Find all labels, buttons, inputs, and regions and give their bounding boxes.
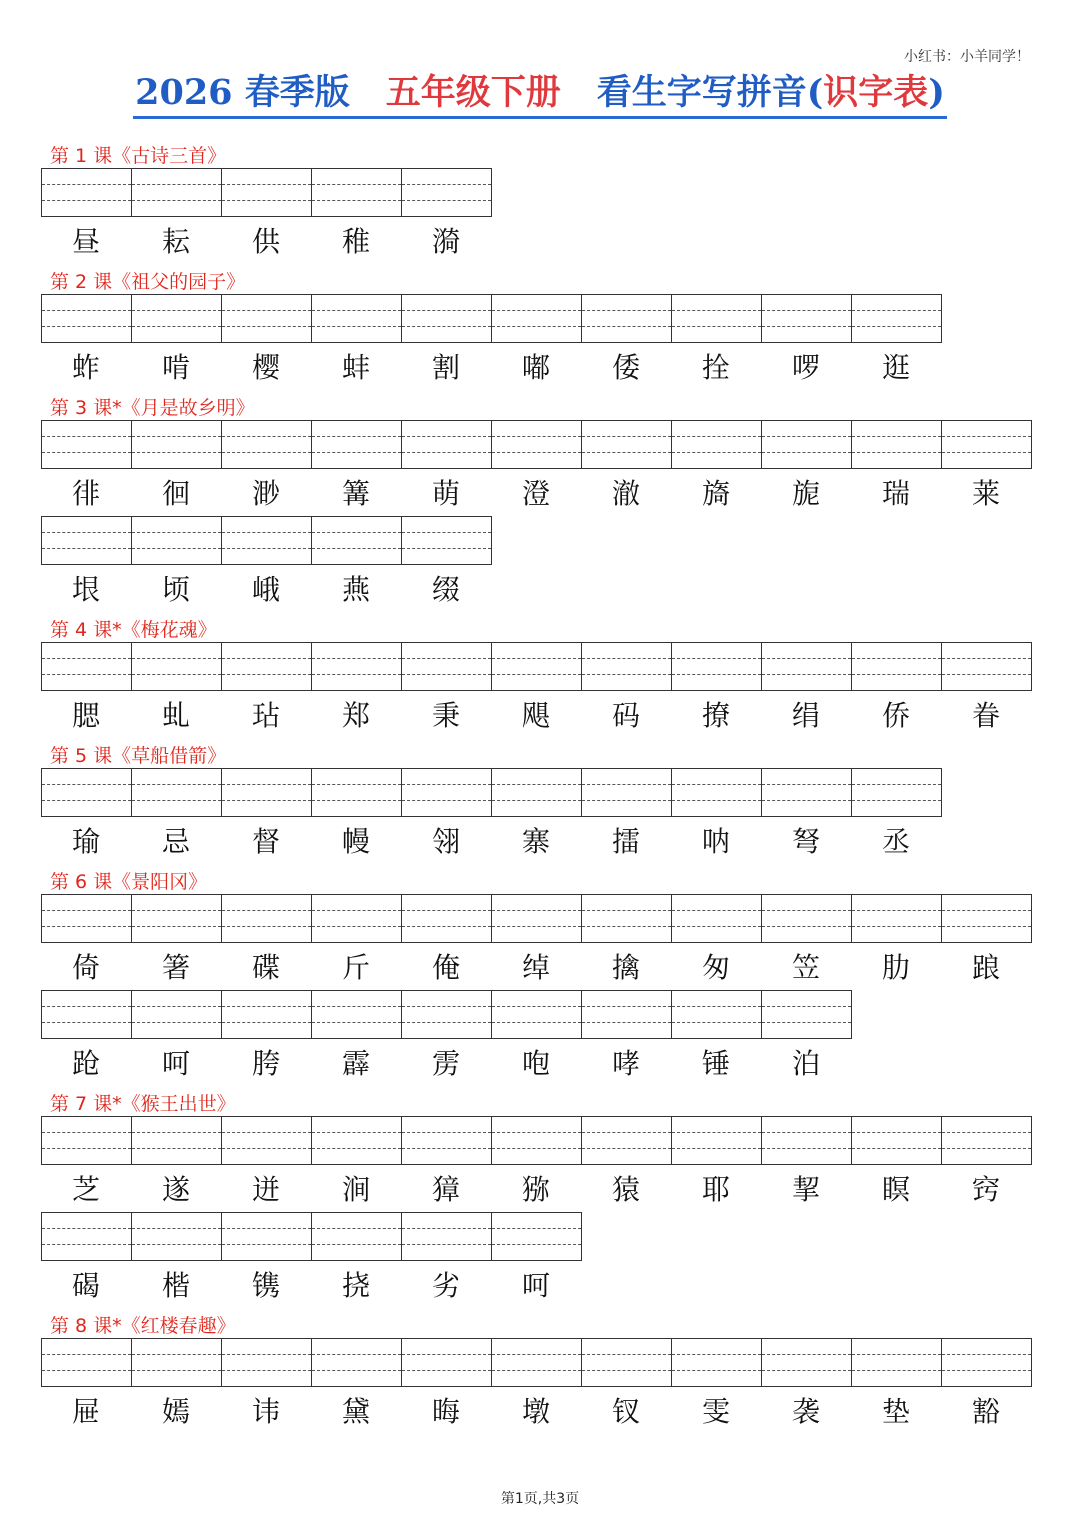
hanzi-character: 蚌 xyxy=(341,351,370,384)
hanzi-character: 锤 xyxy=(701,1047,730,1080)
pinyin-writing-box[interactable] xyxy=(492,1338,582,1387)
pinyin-writing-box[interactable] xyxy=(132,768,222,817)
hanzi-character: 顷 xyxy=(161,573,190,606)
pinyin-writing-box[interactable] xyxy=(312,768,402,817)
hanzi-character: 肋 xyxy=(881,951,910,984)
pinyin-writing-box[interactable] xyxy=(582,294,672,343)
hanzi-character: 袭 xyxy=(791,1395,820,1428)
pinyin-writing-box[interactable] xyxy=(672,642,762,691)
hanzi-character: 泊 xyxy=(791,1047,820,1080)
hanzi-character: 猿 xyxy=(611,1173,640,1206)
pinyin-writing-box[interactable] xyxy=(762,894,852,943)
pinyin-box-row xyxy=(41,168,1041,216)
pinyin-writing-box[interactable] xyxy=(312,294,402,343)
hanzi-character: 供 xyxy=(251,225,280,258)
pinyin-writing-box[interactable] xyxy=(492,990,582,1039)
hanzi-character: 萌 xyxy=(431,477,460,510)
pinyin-writing-box[interactable] xyxy=(222,1116,312,1165)
pinyin-writing-box[interactable] xyxy=(762,642,852,691)
character-list xyxy=(41,468,1041,516)
hanzi-character: 镌 xyxy=(251,1269,280,1302)
hanzi-character: 獐 xyxy=(431,1173,460,1206)
character-list xyxy=(41,1386,1041,1434)
hanzi-character: 啃 xyxy=(161,351,190,384)
pinyin-writing-box[interactable] xyxy=(222,1338,312,1387)
hanzi-character: 擒 xyxy=(611,951,640,984)
hanzi-character: 幔 xyxy=(341,825,370,858)
hanzi-character: 墩 xyxy=(521,1395,550,1428)
hanzi-character: 挈 xyxy=(791,1173,820,1206)
pinyin-writing-box[interactable] xyxy=(222,294,312,343)
pinyin-writing-box[interactable] xyxy=(132,516,222,565)
hanzi-character: 昼 xyxy=(71,225,100,258)
hanzi-character: 澄 xyxy=(521,477,550,510)
hanzi-character: 瑜 xyxy=(71,825,100,858)
hanzi-character: 楷 xyxy=(161,1269,190,1302)
pinyin-writing-box[interactable] xyxy=(762,420,852,469)
hanzi-character: 割 xyxy=(431,351,460,384)
hanzi-character: 笠 xyxy=(791,951,820,984)
hanzi-character: 垫 xyxy=(881,1395,910,1428)
hanzi-character: 侨 xyxy=(881,699,910,732)
hanzi-character: 咆 xyxy=(521,1047,550,1080)
hanzi-character: 徘 xyxy=(71,477,100,510)
pinyin-writing-box[interactable] xyxy=(312,990,402,1039)
pinyin-writing-box[interactable] xyxy=(312,168,402,217)
lesson-title: 第 4 课*《梅花魂》 xyxy=(50,619,217,641)
lesson-title: 第 3 课*《月是故乡明》 xyxy=(50,397,255,419)
pinyin-writing-box[interactable] xyxy=(852,894,942,943)
pinyin-writing-box[interactable] xyxy=(762,294,852,343)
hanzi-character: 嘟 xyxy=(521,351,550,384)
hanzi-character: 碟 xyxy=(251,951,280,984)
pinyin-writing-box[interactable] xyxy=(402,516,492,565)
pinyin-writing-box[interactable] xyxy=(41,894,132,943)
pinyin-writing-box[interactable] xyxy=(312,516,402,565)
pinyin-writing-box[interactable] xyxy=(942,894,1032,943)
pinyin-writing-box[interactable] xyxy=(852,1116,942,1165)
hanzi-character: 缀 xyxy=(431,573,460,606)
pinyin-writing-box[interactable] xyxy=(492,768,582,817)
hanzi-character: 虬 xyxy=(161,699,190,732)
pinyin-writing-box[interactable] xyxy=(762,1338,852,1387)
hanzi-character: 瑞 xyxy=(881,477,910,510)
lesson-title: 第 5 课《草船借箭》 xyxy=(50,745,227,767)
hanzi-character: 瞑 xyxy=(881,1173,910,1206)
pinyin-writing-box[interactable] xyxy=(402,1212,492,1261)
hanzi-character: 劣 xyxy=(431,1269,460,1302)
lesson-title: 第 7 课*《猴王出世》 xyxy=(50,1093,236,1115)
pinyin-writing-box[interactable] xyxy=(41,168,132,217)
pinyin-writing-box[interactable] xyxy=(672,894,762,943)
character-row xyxy=(41,894,1041,990)
hanzi-character: 碣 xyxy=(71,1269,100,1302)
lesson-title: 第 8 课*《红楼春趣》 xyxy=(50,1315,236,1337)
page-number: 第1页,共3页 xyxy=(500,1491,580,1507)
hanzi-character: 挠 xyxy=(341,1269,370,1302)
hanzi-character: 迸 xyxy=(251,1173,280,1206)
hanzi-character: 撩 xyxy=(701,699,730,732)
pinyin-writing-box[interactable] xyxy=(672,294,762,343)
pinyin-writing-box[interactable] xyxy=(402,894,492,943)
pinyin-writing-box[interactable] xyxy=(942,1116,1032,1165)
hanzi-character: 篝 xyxy=(341,477,370,510)
pinyin-writing-box[interactable] xyxy=(492,294,582,343)
hanzi-character: 匆 xyxy=(701,951,730,984)
hanzi-character: 遂 xyxy=(161,1173,190,1206)
pinyin-writing-box[interactable] xyxy=(852,294,942,343)
hanzi-character: 斤 xyxy=(341,951,370,984)
hanzi-character: 忌 xyxy=(161,825,190,858)
hanzi-character: 旖 xyxy=(701,477,730,510)
pinyin-writing-box[interactable] xyxy=(942,642,1032,691)
pinyin-writing-box[interactable] xyxy=(582,768,672,817)
pinyin-writing-box[interactable] xyxy=(672,990,762,1039)
character-list xyxy=(41,1164,1041,1212)
title-highlight: 识字表 xyxy=(823,72,929,113)
pinyin-writing-box[interactable] xyxy=(582,894,672,943)
hanzi-character: 箸 xyxy=(161,951,190,984)
pinyin-writing-box[interactable] xyxy=(852,768,942,817)
pinyin-writing-box[interactable] xyxy=(222,420,312,469)
pinyin-writing-box[interactable] xyxy=(402,768,492,817)
hanzi-character: 拴 xyxy=(701,351,730,384)
character-row xyxy=(41,1338,1041,1434)
pinyin-writing-box[interactable] xyxy=(132,990,222,1039)
hanzi-character: 澈 xyxy=(611,477,640,510)
hanzi-character: 窍 xyxy=(971,1173,1000,1206)
pinyin-writing-box[interactable] xyxy=(492,894,582,943)
lesson-title: 第 1 课《古诗三首》 xyxy=(50,145,227,167)
pinyin-writing-box[interactable] xyxy=(402,420,492,469)
pinyin-writing-box[interactable] xyxy=(312,1338,402,1387)
hanzi-character: 讳 xyxy=(251,1395,280,1428)
hanzi-character: 旎 xyxy=(791,477,820,510)
pinyin-writing-box[interactable] xyxy=(222,768,312,817)
pinyin-writing-box[interactable] xyxy=(312,1212,402,1261)
pinyin-writing-box[interactable] xyxy=(852,1338,942,1387)
hanzi-character: 黛 xyxy=(341,1395,370,1428)
hanzi-character: 胯 xyxy=(251,1047,280,1080)
title-grade: 五年级下册 xyxy=(385,72,561,113)
pinyin-writing-box[interactable] xyxy=(762,768,852,817)
hanzi-character: 猕 xyxy=(521,1173,550,1206)
hanzi-character: 嫣 xyxy=(161,1395,190,1428)
hanzi-character: 耘 xyxy=(161,225,190,258)
hanzi-character: 哮 xyxy=(611,1047,640,1080)
hanzi-character: 耶 xyxy=(701,1173,730,1206)
pinyin-writing-box[interactable] xyxy=(852,642,942,691)
hanzi-character: 呐 xyxy=(701,825,730,858)
character-list xyxy=(41,216,1041,264)
hanzi-character: 豁 xyxy=(971,1395,1000,1428)
hanzi-character: 翎 xyxy=(431,825,460,858)
pinyin-writing-box[interactable] xyxy=(222,516,312,565)
hanzi-character: 逛 xyxy=(881,351,910,384)
pinyin-writing-box[interactable] xyxy=(402,990,492,1039)
pinyin-writing-box[interactable] xyxy=(942,420,1032,469)
pinyin-writing-box[interactable] xyxy=(672,1116,762,1165)
pinyin-writing-box[interactable] xyxy=(312,642,402,691)
hanzi-character: 啰 xyxy=(791,351,820,384)
pinyin-box-row xyxy=(41,990,1041,1038)
hanzi-character: 腮 xyxy=(71,699,100,732)
character-list xyxy=(41,1038,1041,1086)
character-row xyxy=(41,168,1041,264)
pinyin-writing-box[interactable] xyxy=(672,1338,762,1387)
pinyin-writing-box[interactable] xyxy=(402,642,492,691)
pinyin-writing-box[interactable] xyxy=(41,1338,132,1387)
title-close-paren: ) xyxy=(928,72,945,113)
hanzi-character: 督 xyxy=(251,825,280,858)
pinyin-writing-box[interactable] xyxy=(402,1116,492,1165)
hanzi-character: 晦 xyxy=(431,1395,460,1428)
pinyin-writing-box[interactable] xyxy=(41,1116,132,1165)
worksheet-content xyxy=(41,138,1041,1434)
hanzi-character: 飓 xyxy=(521,699,550,732)
pinyin-writing-box[interactable] xyxy=(312,894,402,943)
hanzi-character: 涧 xyxy=(341,1173,370,1206)
pinyin-box-row xyxy=(41,1338,1041,1386)
title-edition: 2026 春季版 xyxy=(135,72,350,113)
pinyin-box-row xyxy=(41,1212,1041,1260)
watermark-text: 小红书：小羊同学！ xyxy=(904,49,1030,65)
pinyin-writing-box[interactable] xyxy=(41,1212,132,1261)
pinyin-box-row xyxy=(41,294,1041,342)
pinyin-writing-box[interactable] xyxy=(582,1116,672,1165)
hanzi-character: 秉 xyxy=(431,699,460,732)
hanzi-character: 樱 xyxy=(251,351,280,384)
character-list xyxy=(41,342,1041,390)
pinyin-writing-box[interactable] xyxy=(222,1212,312,1261)
pinyin-writing-box[interactable] xyxy=(41,642,132,691)
character-list xyxy=(41,1260,1041,1308)
pinyin-writing-box[interactable] xyxy=(41,768,132,817)
hanzi-character: 倭 xyxy=(611,351,640,384)
hanzi-character: 雳 xyxy=(431,1047,460,1080)
hanzi-character: 绰 xyxy=(521,951,550,984)
character-list xyxy=(41,564,1041,612)
pinyin-writing-box[interactable] xyxy=(582,642,672,691)
hanzi-character: 俺 xyxy=(431,951,460,984)
hanzi-character: 漪 xyxy=(431,225,460,258)
pinyin-writing-box[interactable] xyxy=(672,768,762,817)
hanzi-character: 霹 xyxy=(341,1047,370,1080)
pinyin-writing-box[interactable] xyxy=(222,168,312,217)
character-row xyxy=(41,1116,1041,1212)
page-title xyxy=(0,70,1080,119)
pinyin-writing-box[interactable] xyxy=(132,294,222,343)
character-row xyxy=(41,294,1041,390)
pinyin-writing-box[interactable] xyxy=(762,990,852,1039)
pinyin-box-row xyxy=(41,420,1041,468)
lesson-title: 第 2 课《祖父的园子》 xyxy=(50,271,246,293)
hanzi-character: 弩 xyxy=(791,825,820,858)
pinyin-box-row xyxy=(41,516,1041,564)
pinyin-writing-box[interactable] xyxy=(41,990,132,1039)
pinyin-writing-box[interactable] xyxy=(492,642,582,691)
hanzi-character: 莱 xyxy=(971,477,1000,510)
pinyin-writing-box[interactable] xyxy=(222,894,312,943)
hanzi-character: 踉 xyxy=(971,951,1000,984)
pinyin-writing-box[interactable] xyxy=(41,420,132,469)
pinyin-writing-box[interactable] xyxy=(132,1116,222,1165)
pinyin-box-row xyxy=(41,1116,1041,1164)
hanzi-character: 眷 xyxy=(971,699,1000,732)
pinyin-writing-box[interactable] xyxy=(402,294,492,343)
character-list xyxy=(41,816,1041,864)
character-row xyxy=(41,1212,1041,1308)
hanzi-character: 渺 xyxy=(251,477,280,510)
pinyin-writing-box[interactable] xyxy=(132,894,222,943)
character-list xyxy=(41,942,1041,990)
pinyin-writing-box[interactable] xyxy=(492,1116,582,1165)
lesson-title: 第 6 课《景阳冈》 xyxy=(50,871,208,893)
pinyin-writing-box[interactable] xyxy=(41,516,132,565)
hanzi-character: 蚱 xyxy=(71,351,100,384)
pinyin-box-row xyxy=(41,642,1041,690)
hanzi-character: 跄 xyxy=(71,1047,100,1080)
hanzi-character: 屉 xyxy=(71,1395,100,1428)
pinyin-writing-box[interactable] xyxy=(222,990,312,1039)
hanzi-character: 呵 xyxy=(161,1047,190,1080)
hanzi-character: 垠 xyxy=(71,573,100,606)
hanzi-character: 擂 xyxy=(611,825,640,858)
character-list xyxy=(41,690,1041,738)
title-underline xyxy=(133,70,947,119)
hanzi-character: 燕 xyxy=(341,573,370,606)
pinyin-writing-box[interactable] xyxy=(312,420,402,469)
hanzi-character: 玷 xyxy=(251,699,280,732)
pinyin-writing-box[interactable] xyxy=(41,294,132,343)
title-task: 看生字写拼音( xyxy=(596,72,824,113)
pinyin-writing-box[interactable] xyxy=(132,642,222,691)
pinyin-writing-box[interactable] xyxy=(762,1116,852,1165)
pinyin-box-row xyxy=(41,768,1041,816)
pinyin-writing-box[interactable] xyxy=(582,1338,672,1387)
character-row xyxy=(41,642,1041,738)
pinyin-writing-box[interactable] xyxy=(672,420,762,469)
hanzi-character: 寨 xyxy=(521,825,550,858)
pinyin-writing-box[interactable] xyxy=(492,1212,582,1261)
pinyin-writing-box[interactable] xyxy=(222,642,312,691)
pinyin-writing-box[interactable] xyxy=(402,1338,492,1387)
pinyin-writing-box[interactable] xyxy=(942,1338,1032,1387)
hanzi-character: 峨 xyxy=(251,573,280,606)
hanzi-character: 芝 xyxy=(71,1173,100,1206)
hanzi-character: 丞 xyxy=(881,825,910,858)
pinyin-writing-box[interactable] xyxy=(582,990,672,1039)
hanzi-character: 绢 xyxy=(791,699,820,732)
hanzi-character: 码 xyxy=(611,699,640,732)
hanzi-character: 雯 xyxy=(701,1395,730,1428)
pinyin-writing-box[interactable] xyxy=(132,1212,222,1261)
character-row xyxy=(41,516,1041,612)
pinyin-writing-box[interactable] xyxy=(132,420,222,469)
pinyin-box-row xyxy=(41,894,1041,942)
hanzi-character: 钗 xyxy=(611,1395,640,1428)
pinyin-writing-box[interactable] xyxy=(312,1116,402,1165)
pinyin-writing-box[interactable] xyxy=(852,420,942,469)
hanzi-character: 呵 xyxy=(521,1269,550,1302)
pinyin-writing-box[interactable] xyxy=(402,168,492,217)
hanzi-character: 稚 xyxy=(341,225,370,258)
character-row xyxy=(41,768,1041,864)
hanzi-character: 郑 xyxy=(341,699,370,732)
character-row xyxy=(41,990,1041,1086)
hanzi-character: 倚 xyxy=(71,951,100,984)
pinyin-writing-box[interactable] xyxy=(582,420,672,469)
character-row xyxy=(41,420,1041,516)
pinyin-writing-box[interactable] xyxy=(492,420,582,469)
pinyin-writing-box[interactable] xyxy=(132,168,222,217)
hanzi-character: 徊 xyxy=(161,477,190,510)
pinyin-writing-box[interactable] xyxy=(132,1338,222,1387)
